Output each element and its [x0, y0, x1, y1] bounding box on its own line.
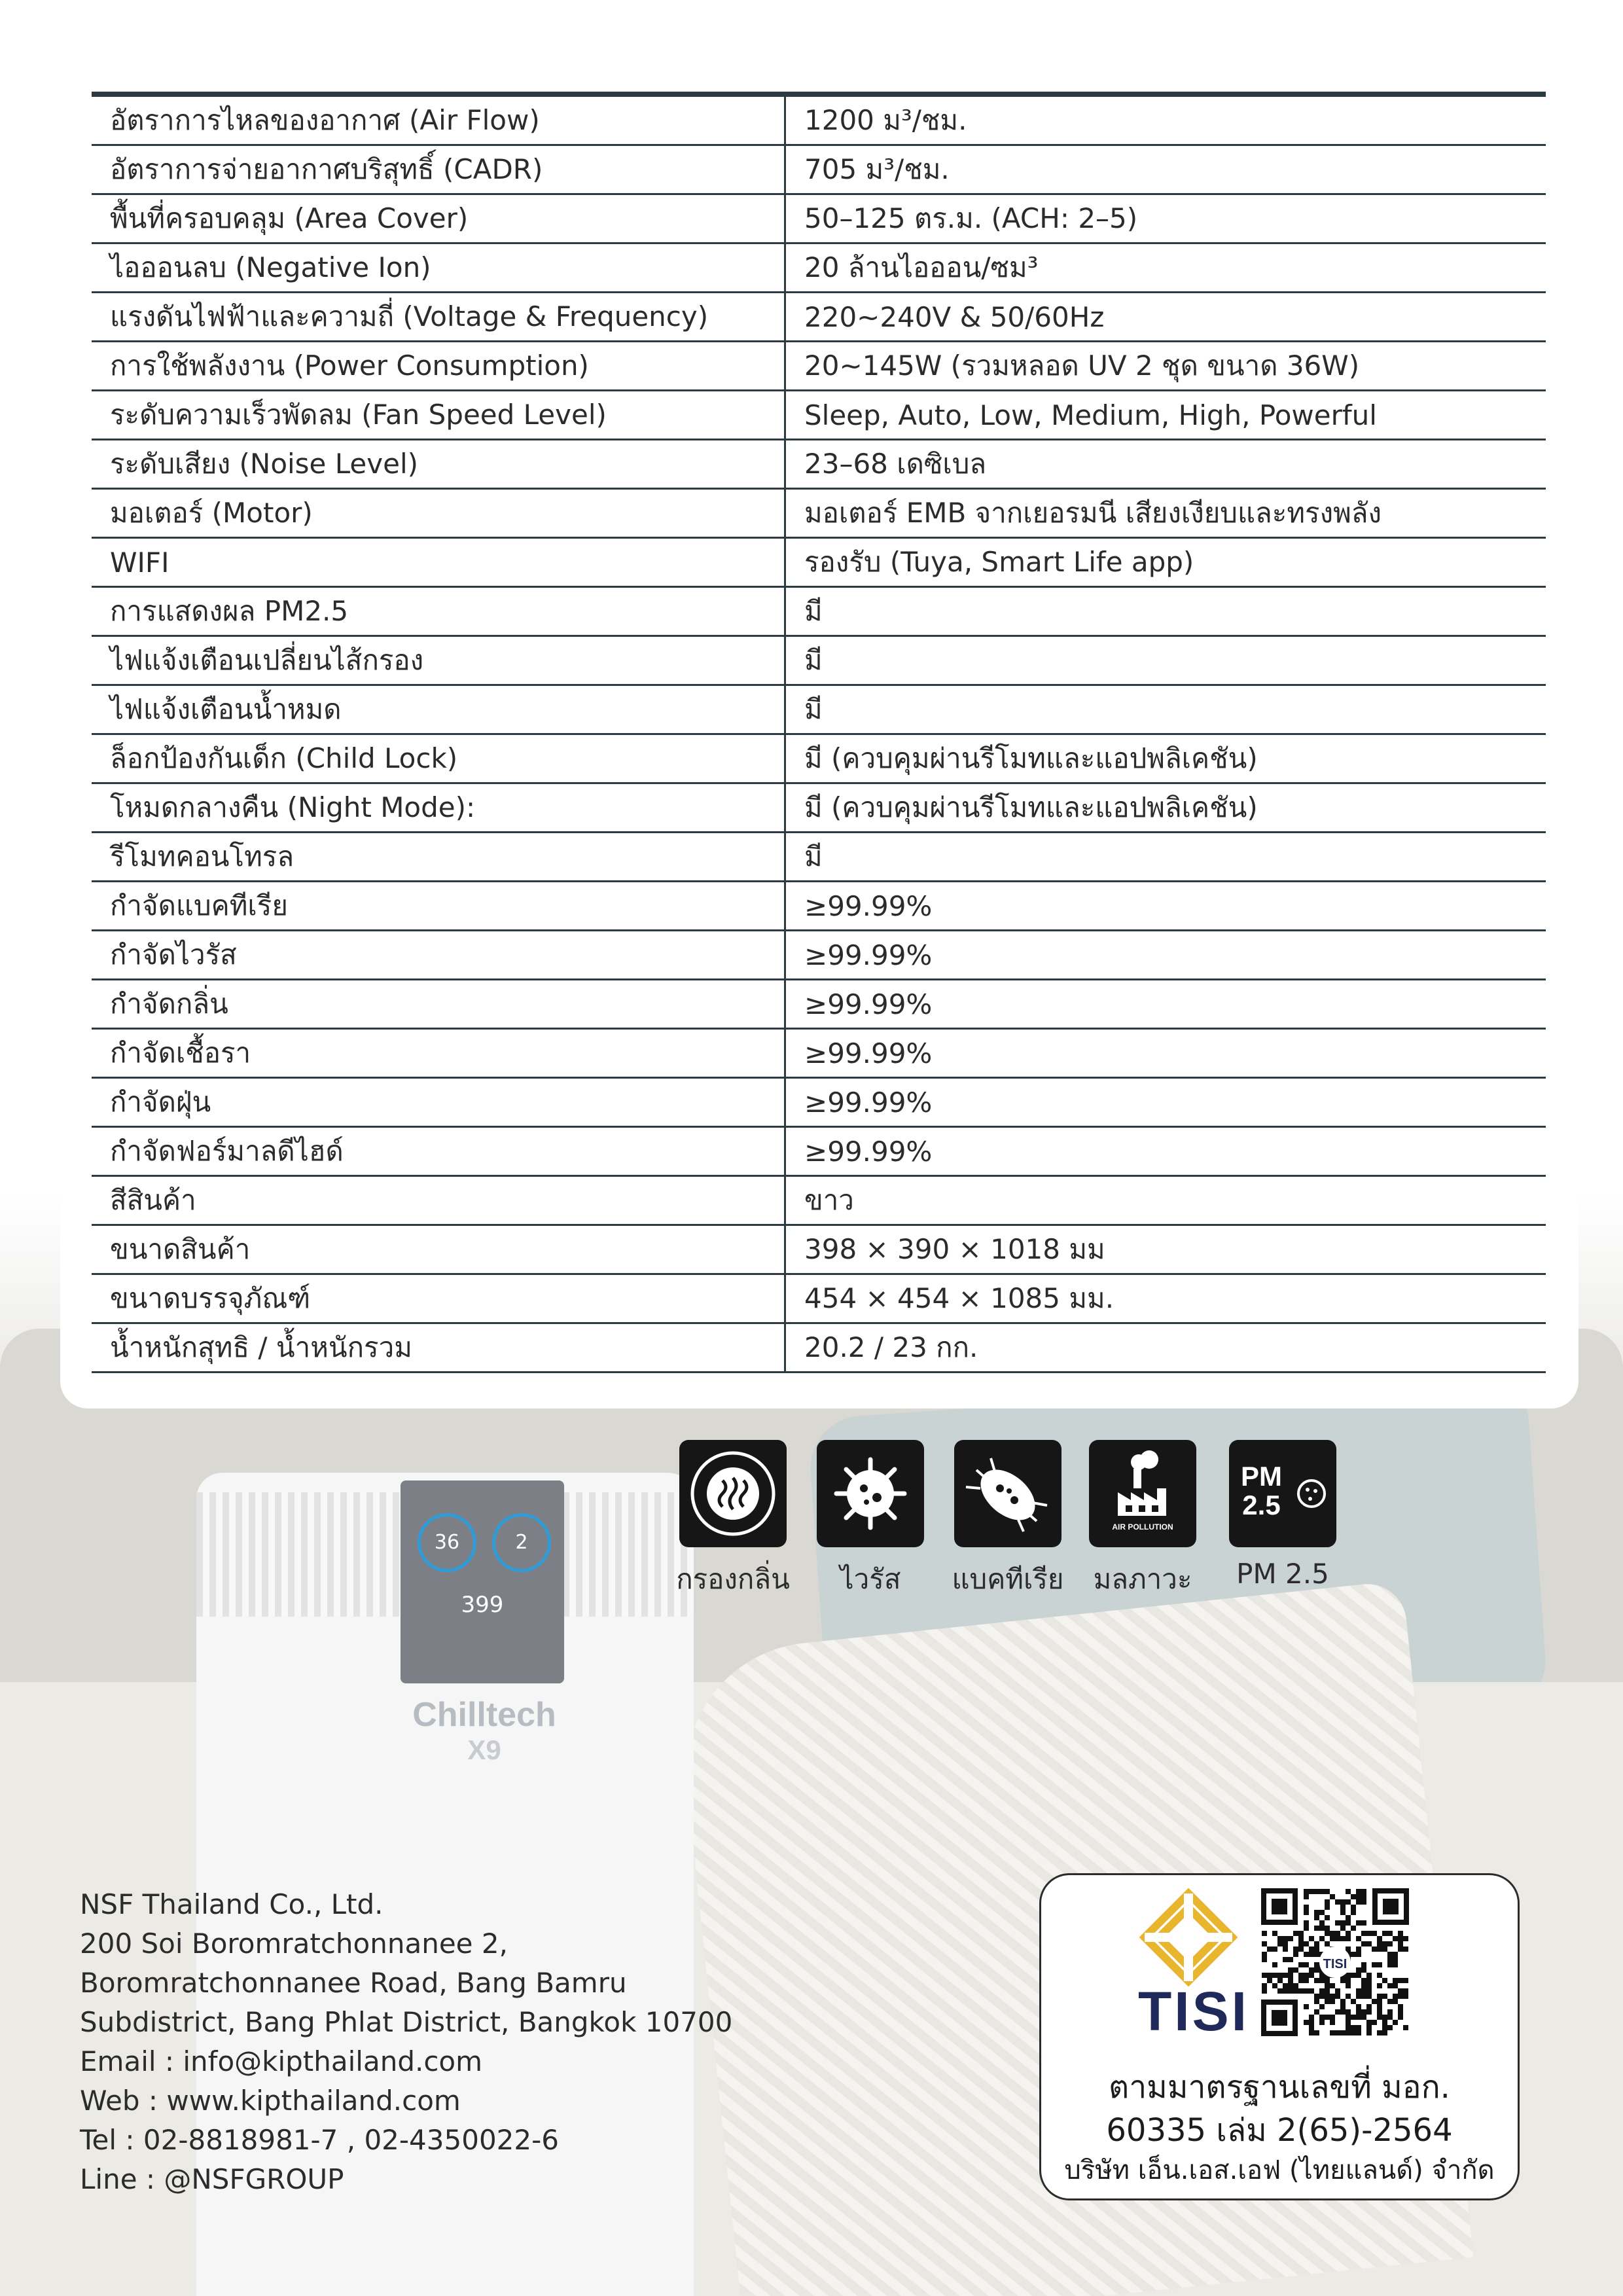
spec-row	[92, 1274, 1546, 1323]
feature-virus	[792, 1440, 949, 1601]
spec-label: กำจัดเชื้อรา	[92, 1029, 785, 1078]
spec-row	[92, 1127, 1546, 1176]
address-line-3: Subdistrict, Bang Phlat District, Bangkok 10700	[80, 2006, 733, 2038]
cert-standard-number: 60335 เล่ม 2(65)-2564	[1106, 2112, 1453, 2149]
spec-value: ≥99.99%	[785, 1029, 1546, 1078]
spec-label: การแสดงผล PM2.5	[92, 587, 785, 636]
spec-label: มอเตอร์ (Motor)	[92, 489, 785, 538]
bacteria-icon	[954, 1440, 1061, 1547]
feature-odor	[654, 1440, 812, 1601]
spec-row	[92, 1029, 1546, 1078]
air-pollution-badge: AIR POLLUTION	[1112, 1522, 1173, 1532]
spec-label: กำจัดฟอร์มาลดีไฮด์	[92, 1127, 785, 1176]
spec-value: 23–68 เดซิเบล	[785, 440, 1546, 489]
spec-value: มี	[785, 685, 1546, 734]
spec-value: มี	[785, 587, 1546, 636]
spec-value: มอเตอร์ EMB จากเยอรมนี เสียงเงียบและทรงพลัง	[785, 489, 1546, 538]
spec-row	[92, 980, 1546, 1029]
company-line-id[interactable]: Line : @NSFGROUP	[80, 2163, 344, 2195]
spec-value: มี (ควบคุมผ่านรีโมทและแอปพลิเคชัน)	[785, 734, 1546, 783]
pm25-icon	[1229, 1440, 1336, 1547]
spec-table	[92, 92, 1546, 1373]
spec-value: 220~240V & 50/60Hz	[785, 293, 1546, 342]
company-name: NSF Thailand Co., Ltd.	[80, 1888, 383, 1920]
spec-row	[92, 1176, 1546, 1225]
spec-label: รีโมทคอนโทรล	[92, 833, 785, 882]
spec-label: กำจัดกลิ่น	[92, 980, 785, 1029]
spec-label: ขนาดสินค้า	[92, 1225, 785, 1274]
spec-value: ≥99.99%	[785, 1127, 1546, 1176]
spec-value: ≥99.99%	[785, 882, 1546, 931]
spec-value: 705 ม³/ชม.	[785, 145, 1546, 194]
spec-row	[92, 1323, 1546, 1372]
spec-row	[92, 243, 1546, 293]
virus-icon	[817, 1440, 924, 1547]
spec-label: ไฟแจ้งเตือนเปลี่ยนไส้กรอง	[92, 636, 785, 685]
spec-value: มี	[785, 636, 1546, 685]
spec-label: พื้นที่ครอบคลุม (Area Cover)	[92, 194, 785, 243]
spec-table-body	[92, 94, 1546, 1372]
pm25-badge: PM 2.5	[1241, 1461, 1282, 1520]
spec-label: ไอออนลบ (Negative Ion)	[92, 243, 785, 293]
spec-value: 1200 ม³/ชม.	[785, 94, 1546, 145]
spec-row	[92, 391, 1546, 440]
spec-value: มี	[785, 833, 1546, 882]
spec-label: ไฟแจ้งเตือนน้ำหมด	[92, 685, 785, 734]
spec-label: การใช้พลังงาน (Power Consumption)	[92, 342, 785, 391]
company-email[interactable]: Email : info@kipthailand.com	[80, 2045, 483, 2077]
spec-row	[92, 440, 1546, 489]
spec-value: ≥99.99%	[785, 931, 1546, 980]
qr-code[interactable]	[1261, 1888, 1409, 2039]
spec-label: อัตราการไหลของอากาศ (Air Flow)	[92, 94, 785, 145]
spec-value: 20.2 / 23 กก.	[785, 1323, 1546, 1372]
air-purifier-display-panel	[401, 1480, 564, 1683]
spec-value: 398 × 390 × 1018 มม	[785, 1225, 1546, 1274]
spec-value: 20~145W (รวมหลอด UV 2 ชุด ขนาด 36W)	[785, 342, 1546, 391]
spec-label: สีสินค้า	[92, 1176, 785, 1225]
spec-value: ≥99.99%	[785, 1078, 1546, 1127]
tisi-logo-text: TISI	[1138, 1981, 1250, 2042]
spec-row	[92, 833, 1546, 882]
spec-value: 50–125 ตร.ม. (ACH: 2–5)	[785, 194, 1546, 243]
feature-label: PM 2.5	[1236, 1558, 1329, 1590]
tisi-certification-box	[1039, 1873, 1520, 2200]
cert-standard-line: ตามมาตรฐานเลขที่ มอก.	[1109, 2069, 1450, 2106]
spec-value: ขาว	[785, 1176, 1546, 1225]
spec-row	[92, 293, 1546, 342]
company-address	[80, 1885, 800, 2199]
spec-label: แรงดันไฟฟ้าและความถี่ (Voltage & Frequency)	[92, 293, 785, 342]
spec-label: ล็อกป้องกันเด็ก (Child Lock)	[92, 734, 785, 783]
spec-value: Sleep, Auto, Low, Medium, High, Powerful	[785, 391, 1546, 440]
spec-row	[92, 587, 1546, 636]
feature-label: กรองกลิ่น	[676, 1563, 790, 1595]
spec-label: ขนาดบรรจุภัณฑ์	[92, 1274, 785, 1323]
spec-row	[92, 145, 1546, 194]
spec-label: WIFI	[92, 538, 785, 587]
spec-row	[92, 734, 1546, 783]
spec-row	[92, 94, 1546, 145]
company-phone[interactable]: Tel : 02-8818981-7 , 02-4350022-6	[80, 2124, 559, 2156]
feature-pollution	[1064, 1440, 1221, 1601]
spec-value: มี (ควบคุมผ่านรีโมทและแอปพลิเคชัน)	[785, 783, 1546, 833]
feature-bacteria	[929, 1440, 1086, 1601]
feature-label: มลภาวะ	[1093, 1563, 1192, 1595]
spec-row	[92, 931, 1546, 980]
spec-row	[92, 538, 1546, 587]
spec-label: ระดับความเร็วพัดลม (Fan Speed Level)	[92, 391, 785, 440]
spec-row	[92, 1078, 1546, 1127]
feature-label: แบคทีเรีย	[952, 1563, 1064, 1595]
spec-label: อัตราการจ่ายอากาศบริสุทธิ์ (CADR)	[92, 145, 785, 194]
address-line-1: 200 Soi Boromratchonnanee 2,	[80, 1928, 508, 1960]
spec-row	[92, 1225, 1546, 1274]
spec-value: 20 ล้านไอออน/ซม³	[785, 243, 1546, 293]
display-readout: 399	[461, 1592, 504, 1618]
spec-label: ระดับเสียง (Noise Level)	[92, 440, 785, 489]
spec-label: กำจัดแบคทีเรีย	[92, 882, 785, 931]
spec-row	[92, 342, 1546, 391]
tisi-logo-icon	[1139, 1888, 1238, 1989]
spec-row	[92, 882, 1546, 931]
display-dial-left: 36	[418, 1513, 476, 1572]
company-website[interactable]: Web : www.kipthailand.com	[80, 2085, 461, 2117]
spec-card	[60, 0, 1578, 1408]
air-purifier-brand: Chilltech	[412, 1696, 556, 1734]
spec-value: ≥99.99%	[785, 980, 1546, 1029]
spec-label: โหมดกลางคืน (Night Mode):	[92, 783, 785, 833]
spec-row	[92, 685, 1546, 734]
spec-row	[92, 194, 1546, 243]
spec-value: 454 × 454 × 1085 มม.	[785, 1274, 1546, 1323]
spec-label: กำจัดไวรัส	[92, 931, 785, 980]
cert-company: บริษัท เอ็น.เอส.เอฟ (ไทยแลนด์) จำกัด	[1064, 2155, 1495, 2185]
spec-label: น้ำหนักสุทธิ / น้ำหนักรวม	[92, 1323, 785, 1372]
spec-row	[92, 783, 1546, 833]
factory-pollution-icon	[1089, 1440, 1196, 1547]
spec-label: กำจัดฝุ่น	[92, 1078, 785, 1127]
qr-tisi-badge: TISI	[1323, 1957, 1347, 1971]
spec-row	[92, 489, 1546, 538]
feature-label: ไวรัส	[840, 1563, 901, 1595]
odor-control-icon	[679, 1440, 787, 1547]
air-purifier-model: X9	[467, 1734, 501, 1765]
spec-value: รองรับ (Tuya, Smart Life app)	[785, 538, 1546, 587]
spec-row	[92, 636, 1546, 685]
address-line-2: Boromratchonnanee Road, Bang Bamru	[80, 1967, 627, 1999]
display-dial-right: 2	[492, 1513, 551, 1572]
feature-pm25	[1204, 1440, 1361, 1590]
